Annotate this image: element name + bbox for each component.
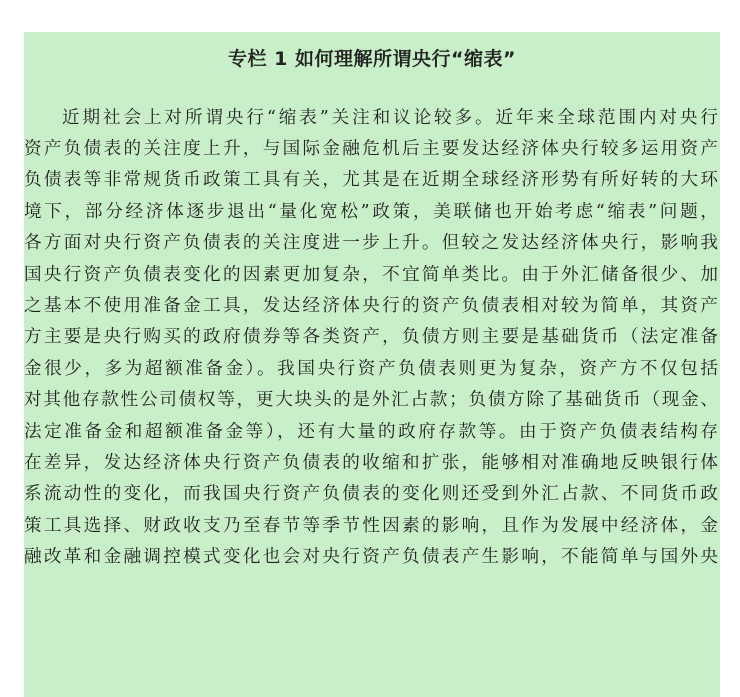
paragraph-line: 在差异，发达经济体央行资产负债表的收缩和扩张，能够相对准确地反映银行体 [24,452,718,473]
paragraph-line: 金很少，多为超额准备金）。我国央行资产负债表则更为复杂，资产方不仅包括 [24,358,718,379]
paragraph-line: 系流动性的变化，而我国央行资产负债表的变化则还受到外汇占款、不同货币政 [24,484,718,505]
paragraph-line: 对其他存款性公司债权等，更大块头的是外汇占款；负债方除了基础货币（现金、 [24,390,718,411]
paragraph-line: 策工具选择、财政收支乃至春节等季节性因素的影响，且作为发展中经济体，金 [24,515,718,536]
paragraph-line: 资产负债表的关注度上升，与国际金融危机后主要发达经济体央行较多运用资产 [24,139,718,159]
paragraph-line: 融改革和金融调控模式变化也会对央行资产负债表产生影响，不能简单与国外央 [24,547,718,568]
paragraph-line: 国央行资产负债表变化的因素更加复杂，不宜简单类比。由于外汇储备很少、加 [24,264,718,285]
paragraph-line: 近期社会上对所谓央行“缩表”关注和议论较多。近年来全球范围内对央行 [62,108,718,128]
paragraph-line: 境下，部分经济体逐步退出“量化宽松”政策，美联储也开始考虑“缩表”问题， [24,201,718,222]
paragraph-line: 负债表等非常规货币政策工具有关，尤其是在近期全球经济形势有所好转的大环 [24,170,718,191]
paragraph-line: 各方面对央行资产负债表的关注度进一步上升。但较之发达经济体央行，影响我 [24,233,718,254]
paragraph-line: 法定准备金和超额准备金等），还有大量的政府存款等。由于资产负债表结构存 [24,421,718,442]
paragraph-line: 方主要是央行购买的政府债券等各类资产，负债方则主要是基础货币（法定准备 [24,327,718,348]
box-title: 专栏 1 如何理解所谓央行“缩表” [228,48,516,70]
paragraph-line: 之基本不使用准备金工具，发达经济体央行的资产负债表相对较为简单，其资产 [24,295,718,316]
paragraph-continuation [24,134,718,573]
sidebar-box [24,32,720,697]
